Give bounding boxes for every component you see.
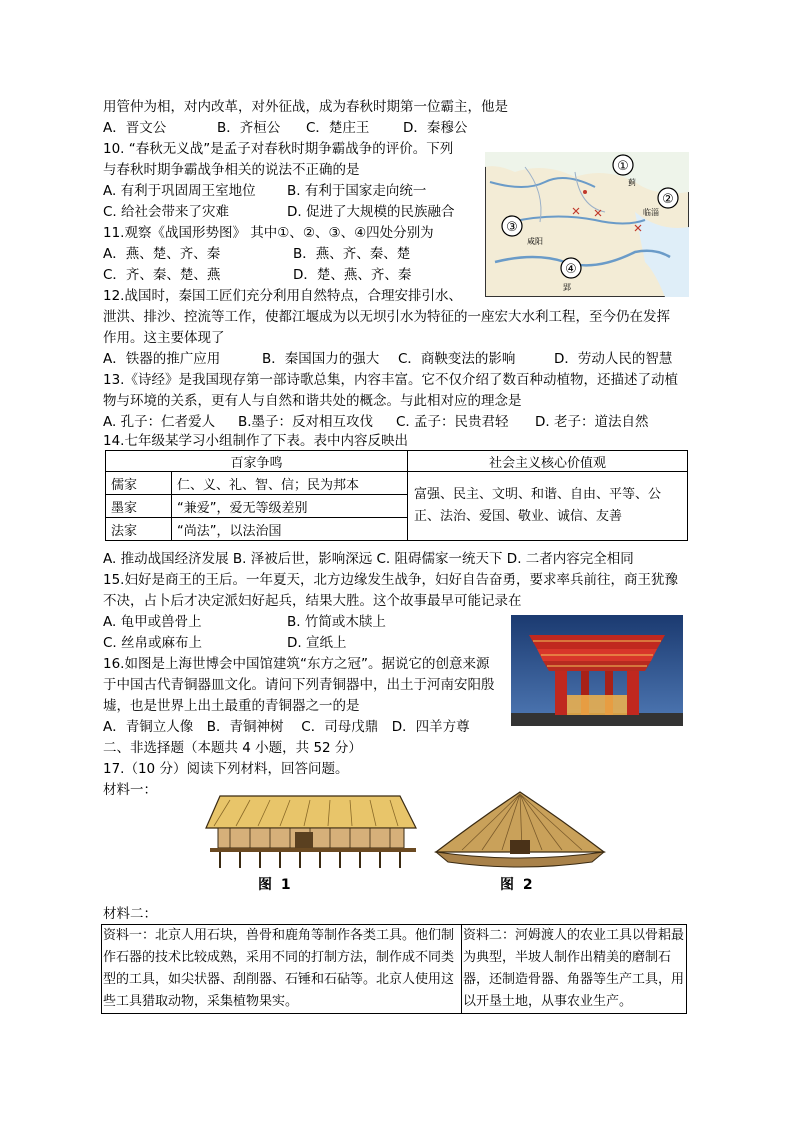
q12-stem-line2: 泄洪、排沙、控流等工作，使都江堰成为以无坝引水为特征的一座宏大水利工程，至今仍在发挥	[103, 309, 670, 325]
school-name: 墨家	[106, 495, 172, 518]
q11-stem: 11.观察《战国形势图》 其中①、②、③、④四处分别为	[103, 225, 434, 241]
q14-comparison-table	[105, 450, 688, 541]
q10-option-a[interactable]: A. 有利于巩固周王室地位	[103, 183, 256, 199]
q10-stem-line2: 与春秋时期争霸战争相关的说法不正确的是	[103, 162, 360, 178]
q13-option-b[interactable]: B.墨子：反对相互攻伐	[238, 414, 374, 430]
material-1-label: 材料一：	[103, 782, 157, 798]
q16-stem-line1: 16.如图是上海世博会中国馆建筑“东方之冠”。据说它的创意来源	[103, 656, 490, 672]
warring-states-map	[485, 152, 689, 297]
map-city-ji: 蓟	[628, 178, 636, 187]
q10-option-c[interactable]: C. 给社会带来了灾难	[103, 204, 230, 220]
q14-stem: 14.七年级某学习小组制作了下表。表中内容反映出	[103, 433, 408, 449]
q9-option-c[interactable]: C．楚庄王	[306, 120, 370, 136]
q11-option-d[interactable]: D．楚、燕、齐、秦	[293, 267, 412, 283]
school-idea: 仁、义、礼、智、信；民为邦本	[172, 472, 408, 495]
figure-1-caption: 图 1	[258, 877, 293, 893]
map-label-2: ②	[662, 192, 674, 207]
q13-option-d[interactable]: D. 老子：道法自然	[535, 414, 649, 430]
figure-2-caption: 图 2	[500, 877, 535, 893]
q13-stem-line2: 物与环境的关系，更有人与自然和谐共处的概念。与此相对应的理念是	[103, 393, 522, 409]
q10-option-b[interactable]: B. 有利于国家走向统一	[287, 183, 427, 199]
q11-option-c[interactable]: C．齐、秦、楚、燕	[103, 267, 221, 283]
q12-option-d[interactable]: D．劳动人民的智慧	[554, 351, 673, 367]
q9-option-b[interactable]: B．齐桓公	[217, 120, 281, 136]
material-2-source-1: 资料一：北京人用石块，兽骨和鹿角等制作各类工具。他们制作石器的技术比较成熟，采用不同的打制方法，制作成不同类型的工具，如尖状器、刮削器、石锤和石砧等。北京人使用这些工具猎取动物，采集植物果实。	[102, 925, 462, 1014]
material-2-source-2: 资料二：河姆渡人的农业工具以骨耜最为典型，半坡人制作出精美的磨制石器，还制造骨器、角器等生产工具，用以开垦土地，从事农业生产。	[462, 925, 687, 1014]
q16-stem-line2: 于中国古代青铜器皿文化。请问下列青铜器中，出土于河南安阳殷	[103, 677, 495, 693]
table-row	[106, 472, 688, 495]
q12-option-b[interactable]: B．秦国国力的强大	[262, 351, 380, 367]
table-header-core-values: 社会主义核心价值观	[408, 451, 688, 472]
school-name: 法家	[106, 518, 172, 541]
q17-stem: 17.（10 分）阅读下列材料，回答问题。	[103, 761, 349, 777]
q9-option-d[interactable]: D．秦穆公	[403, 120, 468, 136]
map-label-1: ①	[617, 159, 629, 174]
q15-option-c[interactable]: C. 丝帛或麻布上	[103, 635, 203, 651]
q15-option-d[interactable]: D. 宣纸上	[287, 635, 347, 651]
map-city-ying: 郢	[563, 283, 571, 292]
material-2-table	[101, 924, 687, 1014]
material-2-label: 材料二：	[103, 906, 157, 922]
school-name: 儒家	[106, 472, 172, 495]
semi-subterranean-hut-illustration	[432, 790, 607, 870]
q15-option-a[interactable]: A. 龟甲或兽骨上	[103, 614, 202, 630]
map-city-xianyang: 咸阳	[527, 237, 543, 246]
q13-stem-line1: 13.《诗经》是我国现存第一部诗歌总集，内容丰富。它不仅介绍了数百种动植物，还描述了动植	[103, 372, 678, 388]
q9-stem-tail: 用管仲为相，对内改革，对外征战，成为春秋时期第一位霸主，他是	[103, 99, 508, 115]
q13-option-a[interactable]: A. 孔子：仁者爱人	[103, 414, 216, 430]
core-values-cell: 富强、民主、文明、和谐、自由、平等、公正、法治、爱国、敬业、诚信、友善	[408, 472, 688, 541]
q9-option-a[interactable]: A．晋文公	[103, 120, 167, 136]
q13-option-c[interactable]: C. 孟子：民贵君轻	[396, 414, 509, 430]
china-pavilion-photo	[511, 615, 683, 726]
q12-option-c[interactable]: C．商鞅变法的影响	[398, 351, 516, 367]
table-header-hundred-schools: 百家争鸣	[106, 451, 408, 472]
school-idea: “兼爱”，爱无等级差别	[172, 495, 408, 518]
school-idea: “尚法”，以法治国	[172, 518, 408, 541]
map-city-linzi: 临淄	[643, 208, 659, 217]
q15-stem-line1: 15.妇好是商王的王后。一年夏天，北方边缘发生战争，妇好自告奋勇，要求率兵前往，商王犹豫	[103, 572, 678, 588]
q15-stem-line2: 不决，占卜后才决定派妇好起兵，结果大胜。这个故事最早可能记录在	[103, 593, 522, 609]
q11-option-a[interactable]: A．燕、楚、齐、秦	[103, 246, 221, 262]
q10-option-d[interactable]: D. 促进了大规模的民族融合	[287, 204, 455, 220]
q16-stem-line3: 墟，也是世界上出土最重的青铜器之一的是	[103, 698, 360, 714]
map-label-4: ④	[565, 262, 577, 277]
stilt-house-illustration	[200, 788, 422, 870]
section-heading: 二、非选择题（本题共 4 小题，共 52 分）	[103, 740, 362, 756]
q11-option-b[interactable]: B．燕、齐、秦、楚	[293, 246, 411, 262]
q15-option-b[interactable]: B. 竹简或木牍上	[287, 614, 386, 630]
q12-stem-line3: 作用。这主要体现了	[103, 330, 225, 346]
q14-options[interactable]: A. 推动战国经济发展 B. 泽被后世，影响深远 C. 阻碍儒家一统天下 D. 二者内容完全相同	[103, 551, 634, 567]
q12-option-a[interactable]: A．铁器的推广应用	[103, 351, 221, 367]
q12-stem-line1: 12.战国时，秦国工匠们充分利用自然特点，合理安排引水、	[103, 288, 462, 304]
q16-options[interactable]: A．青铜立人像 B．青铜神树 C．司母戊鼎 D．四羊方尊	[103, 719, 470, 735]
map-label-3: ③	[506, 220, 518, 235]
q10-stem-line1: 10. “春秋无义战”是孟子对春秋时期争霸战争的评价。下列	[103, 141, 454, 157]
